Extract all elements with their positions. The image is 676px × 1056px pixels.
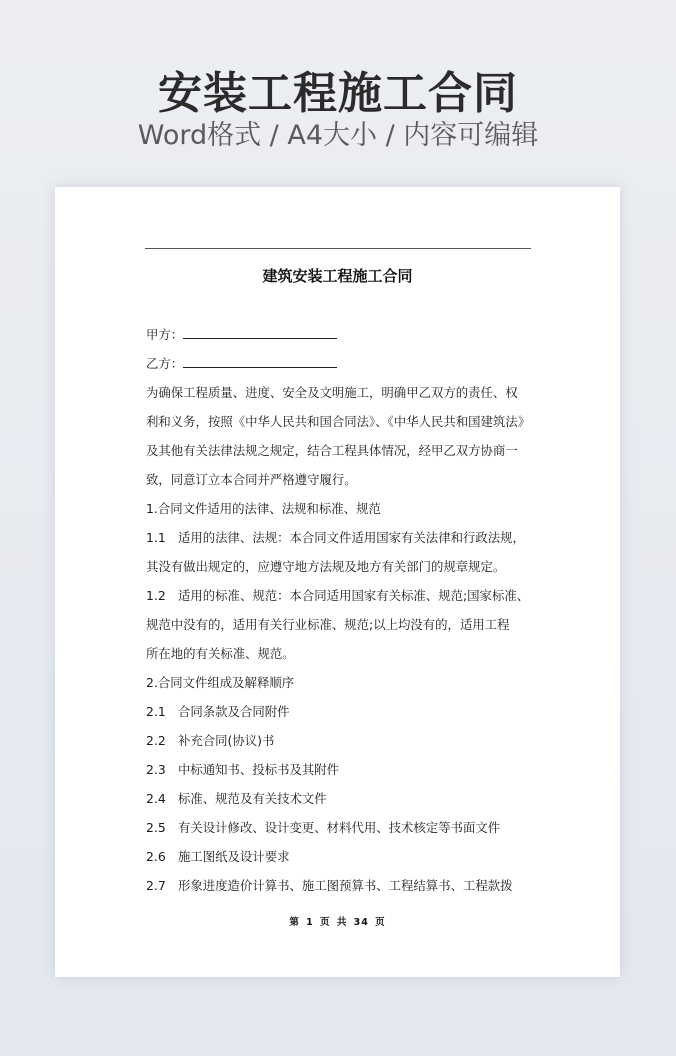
clause-text: 施工图纸及设计要求: [178, 849, 290, 864]
header-rule: [145, 248, 531, 249]
clause-2-4: [146, 784, 534, 813]
clause-1-2-cont: 规范中没有的，适用有关行业标准、规范;以上均没有的，适用工程: [146, 617, 510, 632]
clause-number: 1.2: [146, 588, 166, 603]
clause-number: 2.7: [146, 878, 166, 893]
page-footer: 第 1 页 共 34 页: [289, 917, 386, 928]
hero-subtitle: Word格式 / A4大小 / 内容可编辑: [137, 120, 539, 151]
clause-1-1-cont: 其没有做出规定的，应遵守地方法规及地方有关部门的规章规定。: [146, 559, 506, 574]
clause-number: 2.1: [146, 704, 166, 719]
clause-1-2-cont: 所在地的有关标准、规范。: [146, 646, 295, 661]
clause-number: 2.5: [146, 820, 166, 835]
clause-text: 适用的法律、法规：本合同文件适用国家有关法律和行政法规，: [178, 530, 525, 545]
clause-number: 2.3: [146, 762, 166, 777]
clause-number: 2.4: [146, 791, 166, 806]
clause-1-1: [146, 523, 534, 552]
clause-number: 2.6: [146, 849, 166, 864]
document-body: [146, 320, 534, 900]
preamble-line: 利和义务，按照《中华人民共和国合同法》、《中华人民共和国建筑法》: [146, 414, 531, 429]
section-1-heading: 1.合同文件适用的法律、法规和标准、规范: [146, 501, 381, 516]
hero-title: 安装工程施工合同: [158, 68, 518, 119]
clause-2-7: [146, 871, 534, 900]
party-a-line: [146, 320, 534, 349]
clause-2-2: [146, 726, 534, 755]
clause-text: 有关设计修改、设计变更、材料代用、技术核定等书面文件: [178, 820, 501, 835]
document-title: 建筑安装工程施工合同: [262, 267, 413, 285]
party-a-field[interactable]: [183, 324, 337, 339]
clause-2-3: [146, 755, 534, 784]
preamble-line: 为确保工程质量、进度、安全及文明施工，明确甲乙双方的责任、权: [146, 385, 518, 400]
party-b-line: [146, 349, 534, 378]
clause-2-5: [146, 813, 534, 842]
clause-number: 1.1: [146, 530, 166, 545]
clause-number: 2.2: [146, 733, 166, 748]
clause-1-2: [146, 581, 534, 610]
preamble-line: 及其他有关法律法规之规定，结合工程具体情况，经甲乙双方协商一: [146, 443, 518, 458]
clause-text: 标准、规范及有关技术文件: [178, 791, 327, 806]
party-a-label: 甲方：: [146, 327, 184, 342]
clause-text: 合同条款及合同附件: [178, 704, 290, 719]
clause-text: 中标通知书、投标书及其附件: [178, 762, 340, 777]
clause-text: 适用的标准、规范：本合同适用国家有关标准、规范;国家标准、: [178, 588, 530, 603]
preamble-line: 致，同意订立本合同并严格遵守履行。: [146, 472, 357, 487]
party-b-field[interactable]: [183, 353, 337, 368]
clause-2-1: [146, 697, 534, 726]
clause-text: 补充合同(协议)书: [178, 733, 275, 748]
party-b-label: 乙方：: [146, 356, 184, 371]
document-page: [55, 187, 620, 977]
clause-2-6: [146, 842, 534, 871]
section-2-heading: 2.合同文件组成及解释顺序: [146, 675, 295, 690]
clause-text: 形象进度造价计算书、施工图预算书、工程结算书、工程款拨: [178, 878, 513, 893]
